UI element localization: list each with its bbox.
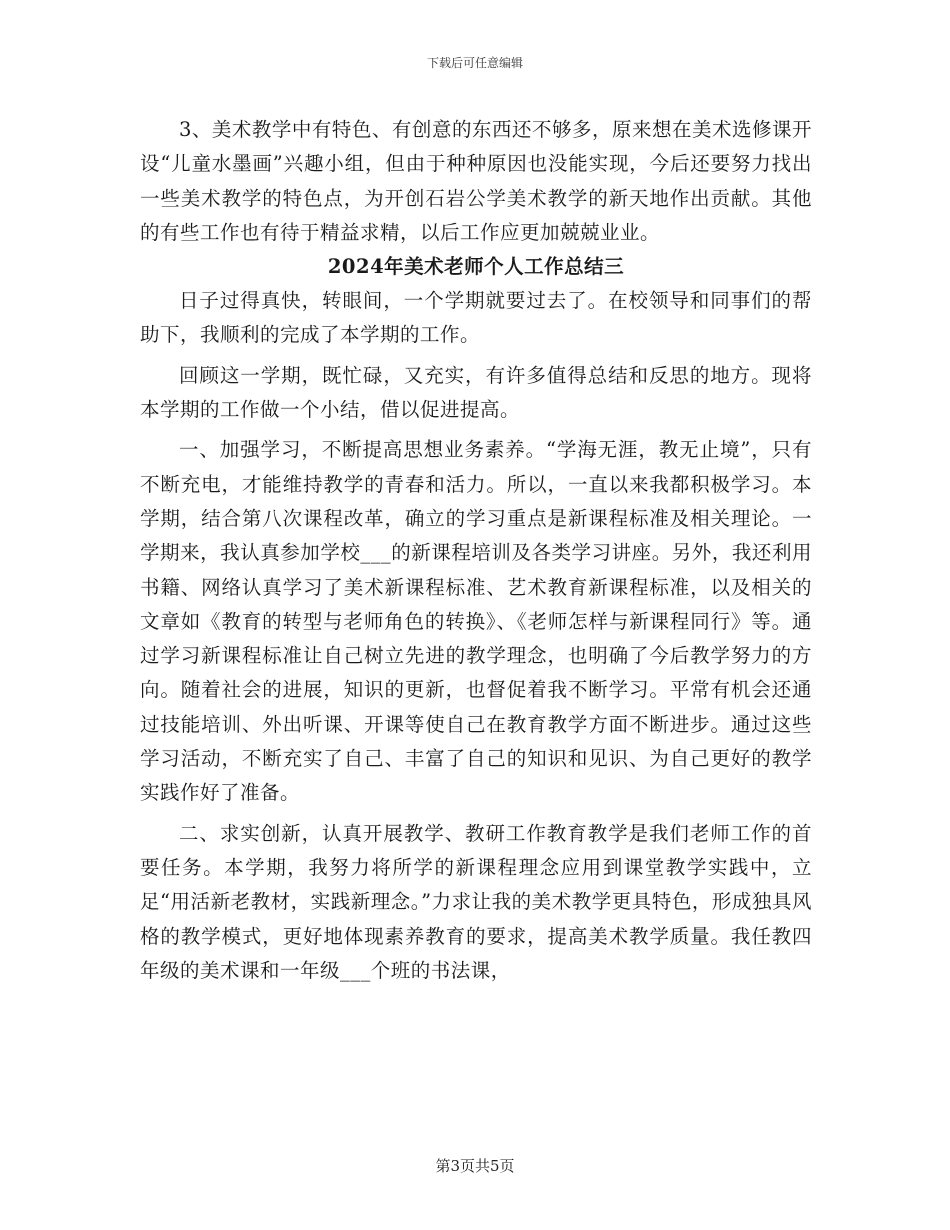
paragraph-4: 一、加强学习，不断提高思想业务素养。“学海无涯，教无止境”，只有不断充电，才能维持教学的青春和活力。所以，一直以来我都积极学习。本学期，结合第八次课程改革，确立的学习重点是新课程标准及相关理论。一学期来，我认真参加学校___的新课程培训及各类学习讲座。另外，我还利用书籍、网络认真学习了美术新课程标准、艺术教育新课程标准，以及相关的文章如《教育的转型与老师角色的转换》、《老师怎样与新课程同行》等。通过学习新课程标准让自己树立先进的教学理念，也明确了今后教学努力的方向。随着社会的进展，知识的更新，也督促着我不断学习。平常有机会还通过技能培训、外出听课、开课等使自己在教育教学方面不断进步。通过这些学习活动，不断充实了自己、丰富了自己的知识和见识、为自己更好的教学实践作好了准备。 [140,438,812,805]
paragraph-2: 日子过得真快，转眼间，一个学期就要过去了。在校领导和同事们的帮助下，我顺利的完成了本学期的工作。 [140,289,812,347]
page-number: 第3页共5页 [435,1157,515,1175]
paragraph-3: 回顾这一学期，既忙碌，又充实，有许多值得总结和反思的地方。现将本学期的工作做一个小结，借以促进提高。 [140,363,812,422]
document-body [140,113,812,988]
paragraph-5: 二、求实创新，认真开展教学、教研工作教育教学是我们老师工作的首要任务。本学期，我努力将所学的新课程理念应用到课堂教学实践中，立足“用活新老教材，实践新理念。”力求让我的美术教学更具特色，形成独具风格的教学模式，更好地体现素养教育的要求，提高美术教学质量。我任教四年级的美术课和一年级___个班的书法课， [140,821,812,982]
section-heading: 2024年美术老师个人工作总结三 [327,255,625,279]
paragraph-1: 3、美术教学中有特色、有创意的东西还不够多，原来想在美术选修课开设“儿童水墨画”兴趣小组，但由于种种原因也没能实现，今后还要努力找出一些美术教学的特色点，为开创石岩公学美术教学的新天地作出贡献。其他的有些工作也有待于精益求精，以后工作应更加兢兢业业。 [140,118,812,244]
header-note: 下载后可任意编辑 [426,56,523,70]
